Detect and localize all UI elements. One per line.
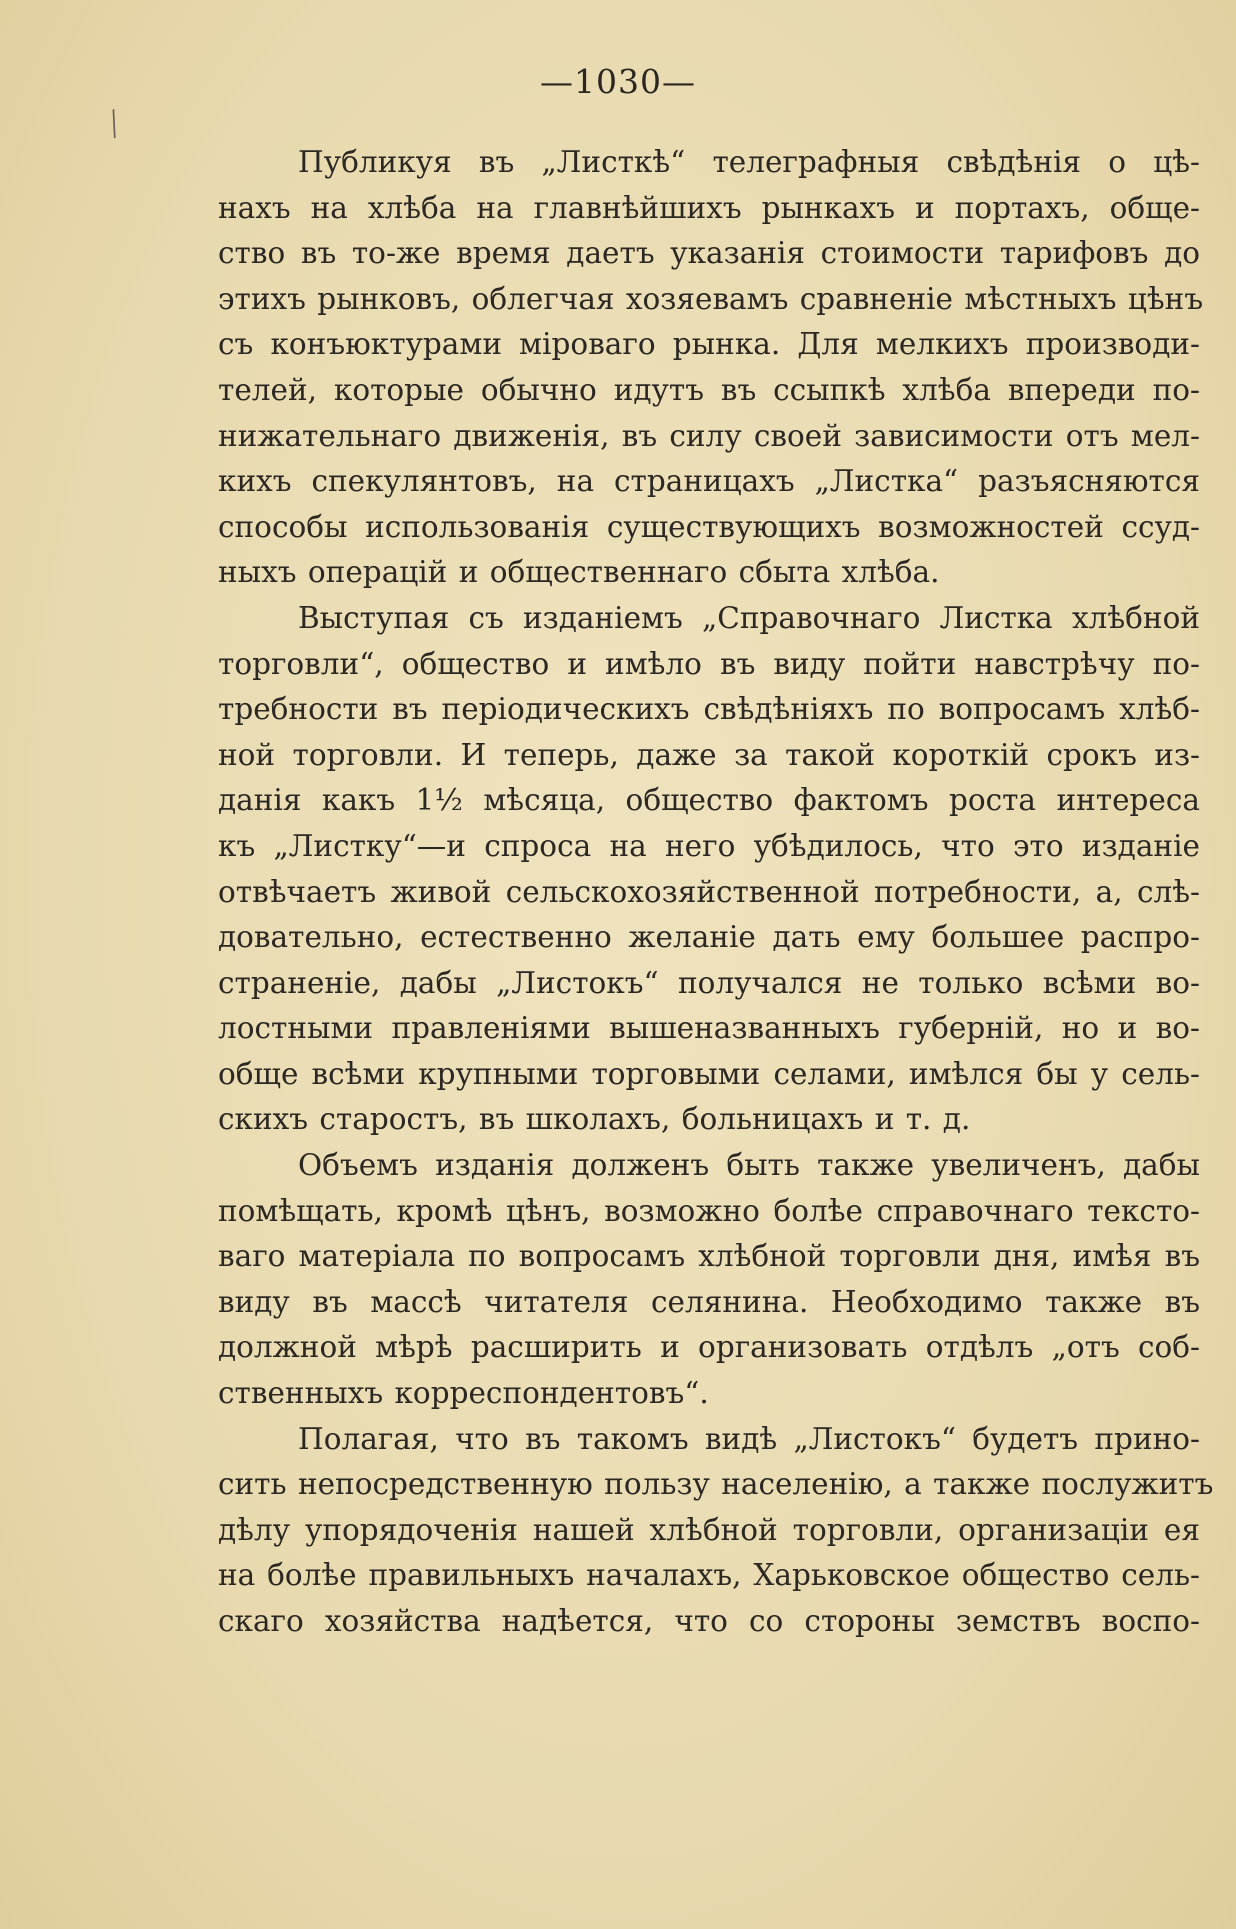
text-line: ной торговли. И теперь, даже за такой короткій срокъ из- <box>218 737 1200 772</box>
text-line: данія какъ 1½ мѣсяца, общество фактомъ роста интереса <box>218 783 1200 818</box>
paragraph-3 <box>218 1143 1200 1417</box>
text-line: нахъ на хлѣба на главнѣйшихъ рынкахъ и портахъ, обще- <box>218 190 1200 225</box>
text-line: Полагая, что въ такомъ видѣ „Листокъ“ будетъ прино- <box>298 1421 1200 1456</box>
text-line: къ „Листку“—и спроса на него убѣдилось, что это изданіе <box>218 828 1200 863</box>
text-line: помѣщать, кромѣ цѣнъ, возможно болѣе справочнаго тексто- <box>218 1193 1200 1228</box>
text-line: требности въ періодическихъ свѣдѣніяхъ по вопросамъ хлѣб- <box>218 692 1200 727</box>
text-line: скаго хозяйства надѣется, что со стороны земствъ воспо- <box>218 1604 1200 1638</box>
text-line: лостными правленіями вышеназванныхъ губерній, но и во- <box>218 1011 1200 1046</box>
text-line: Объемъ изданія долженъ быть также увеличенъ, дабы <box>298 1148 1200 1183</box>
text-line: Публикуя въ „Листкѣ“ телеграфныя свѣдѣнія о цѣ- <box>298 145 1200 179</box>
text-line: скихъ старостъ, въ школахъ, больницахъ и т. д. <box>218 1102 971 1137</box>
text-line: нижательнаго движенія, въ силу своей зависимости отъ мел- <box>218 418 1200 453</box>
text-line: съ конъюктурами міроваго рынка. Для мелкихъ производи- <box>218 327 1200 362</box>
paragraph-2 <box>218 596 1200 1143</box>
text-line: торговли“, общество и имѣло въ виду пойти навстрѣчу по- <box>218 646 1200 681</box>
text-line: довательно, естественно желаніе дать ему большее распро- <box>218 920 1200 955</box>
page-number: —1030— <box>540 62 696 101</box>
text-line: обще всѣми крупными торговыми селами, имѣлся бы у сель- <box>218 1056 1200 1091</box>
paragraph-1 <box>218 140 1204 596</box>
text-line: виду въ массѣ читателя селянина. Необходимо также въ <box>218 1284 1200 1319</box>
margin-tick-mark: ╱ <box>102 110 127 139</box>
text-line: ственныхъ корреспондентовъ“. <box>218 1376 709 1411</box>
text-line: способы использованія существующихъ возможностей ссуд- <box>218 509 1200 544</box>
body-text <box>218 140 1214 1645</box>
text-line: Выступая съ изданіемъ „Справочнаго Листка хлѣбной <box>298 600 1200 635</box>
text-line: на болѣе правильныхъ началахъ, Харьковское общество сель- <box>218 1558 1200 1593</box>
text-line: ныхъ операцій и общественнаго сбыта хлѣба. <box>218 555 940 590</box>
text-line: отвѣчаетъ живой сельскохозяйственной потребности, а, слѣ- <box>218 874 1200 909</box>
text-line: этихъ рынковъ, облегчая хозяевамъ сравненіе мѣстныхъ цѣнъ <box>218 281 1204 316</box>
text-line: кихъ спекулянтовъ, на страницахъ „Листка“ разъясняются <box>218 464 1200 499</box>
text-line: страненіе, дабы „Листокъ“ получался не только всѣми во- <box>218 965 1200 1000</box>
text-line: ство въ то-же время даетъ указанія стоимости тарифовъ до <box>218 236 1200 271</box>
text-line: сить непосредственную пользу населенію, а также послужитъ <box>218 1467 1214 1502</box>
paragraph-4 <box>218 1417 1214 1645</box>
text-line: телей, которые обычно идутъ въ ссыпкѣ хлѣба впереди по- <box>218 372 1200 407</box>
text-line: должной мѣрѣ расширить и организовать отдѣлъ „отъ соб- <box>218 1330 1200 1365</box>
text-line: дѣлу упорядоченія нашей хлѣбной торговли, организаціи ея <box>218 1512 1200 1547</box>
text-line: ваго матеріала по вопросамъ хлѣбной торговли дня, имѣя въ <box>218 1239 1200 1274</box>
